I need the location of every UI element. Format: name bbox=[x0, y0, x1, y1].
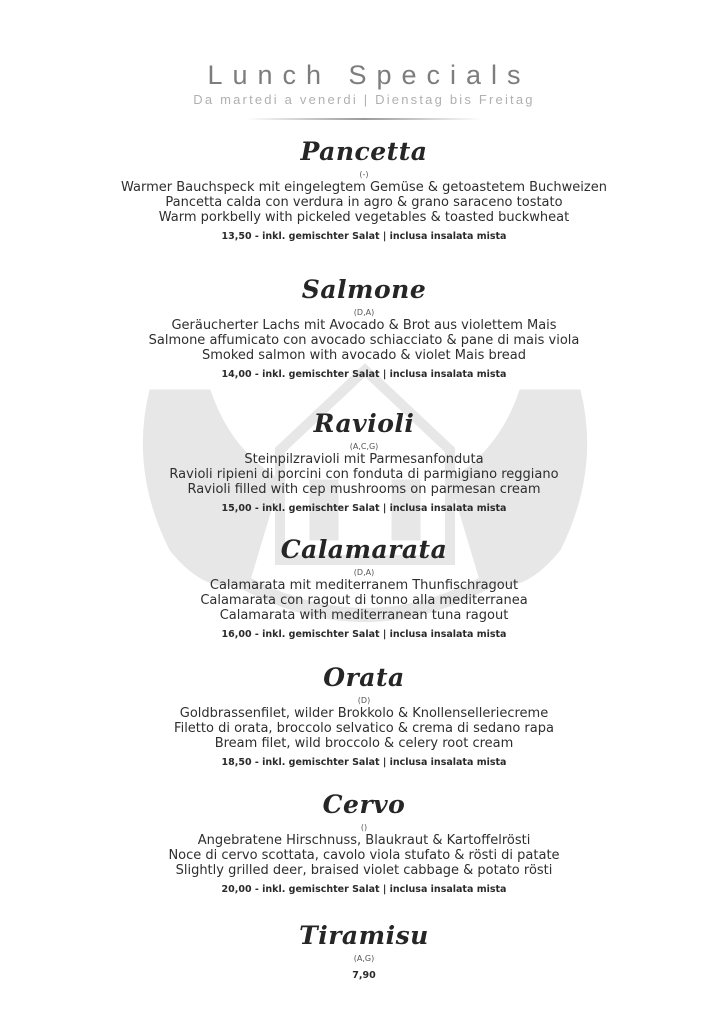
dish-cervo bbox=[0, 791, 728, 896]
dish-price: 20,00 - inkl. gemischter Salat | inclusa insalata mista bbox=[221, 884, 507, 895]
dish-tiramisu bbox=[0, 922, 728, 982]
dish-allergens: (D,A) bbox=[353, 568, 375, 577]
dish-description-it: Filetto di orata, broccolo selvatico & crema di sedano rapa bbox=[174, 721, 554, 736]
dish-allergens: (A,G) bbox=[353, 954, 375, 963]
dish-price: 16,00 - inkl. gemischter Salat | inclusa insalata mista bbox=[221, 629, 507, 640]
dish-description-it: Ravioli ripieni di porcini con fonduta di parmigiano reggiano bbox=[169, 467, 559, 482]
dish-description-en: Calamarata with mediterranean tuna ragout bbox=[219, 608, 509, 623]
dish-description-en: Bream filet, wild broccolo & celery root cream bbox=[214, 736, 514, 751]
dish-description-en: Smoked salmon with avocado & violet Mais bread bbox=[201, 348, 527, 363]
dish-description-it: Pancetta calda con verdura in agro & grano saraceno tostato bbox=[165, 195, 563, 210]
dish-allergens: (-) bbox=[359, 170, 369, 179]
dish-description-en: Slightly grilled deer, braised violet cabbage & potato rösti bbox=[175, 863, 553, 878]
dish-name: Ravioli bbox=[313, 409, 415, 438]
dish-price: 13,50 - inkl. gemischter Salat | inclusa insalata mista bbox=[221, 231, 507, 242]
dish-description-de: Geräucherter Lachs mit Avocado & Brot aus violettem Mais bbox=[171, 318, 557, 333]
dish-price: 15,00 - inkl. gemischter Salat | inclusa insalata mista bbox=[221, 503, 507, 514]
dish-allergens: (D,A) bbox=[353, 308, 375, 317]
dish-description-it: Salmone affumicato con avocado schiacciato & pane di mais viola bbox=[148, 333, 580, 348]
dish-description-de: Angebratene Hirschnuss, Blaukraut & Kartoffelrösti bbox=[197, 833, 531, 848]
dish-name: Calamarata bbox=[280, 535, 448, 564]
dish-name: Salmone bbox=[301, 275, 427, 304]
dish-description-it: Noce di cervo scottata, cavolo viola stufato & rösti di patate bbox=[168, 848, 560, 863]
dish-allergens: (A,C,G) bbox=[349, 442, 379, 451]
dish-price: 7,90 bbox=[352, 970, 376, 981]
dish-allergens: () bbox=[360, 823, 368, 832]
dish-price: 14,00 - inkl. gemischter Salat | inclusa insalata mista bbox=[221, 369, 507, 380]
dish-name: Tiramisu bbox=[299, 921, 429, 950]
dish-description-de: Calamarata mit mediterranem Thunfischragout bbox=[209, 578, 519, 593]
menu-header bbox=[0, 58, 728, 120]
dish-pancetta bbox=[0, 138, 728, 243]
dish-allergens: (D) bbox=[357, 696, 371, 705]
dish-description-en: Warm porkbelly with pickeled vegetables & toasted buckwheat bbox=[158, 210, 570, 225]
page-subtitle: Da martedi a venerdi | Dienstag bis Freitag bbox=[193, 92, 535, 107]
dish-name: Pancetta bbox=[300, 137, 428, 166]
header-divider bbox=[246, 118, 482, 120]
page-title: Lunch Specials bbox=[207, 60, 531, 90]
dish-description-de: Goldbrassenfilet, wilder Brokkolo & Knollenselleriecreme bbox=[179, 706, 549, 721]
dish-description-en: Ravioli filled with cep mushrooms on parmesan cream bbox=[187, 482, 541, 497]
dish-ravioli bbox=[0, 410, 728, 515]
dish-salmone bbox=[0, 276, 728, 381]
dish-name: Cervo bbox=[322, 790, 406, 819]
dish-name: Orata bbox=[323, 663, 405, 692]
dish-description-de: Steinpilzravioli mit Parmesanfonduta bbox=[244, 452, 484, 467]
dish-description-de: Warmer Bauchspeck mit eingelegtem Gemüse & getoastetem Buchweizen bbox=[121, 180, 607, 195]
dish-description-it: Calamarata con ragout di tonno alla mediterranea bbox=[200, 593, 528, 608]
dish-orata bbox=[0, 664, 728, 769]
dish-calamarata bbox=[0, 536, 728, 641]
dish-price: 18,50 - inkl. gemischter Salat | inclusa insalata mista bbox=[221, 757, 507, 768]
